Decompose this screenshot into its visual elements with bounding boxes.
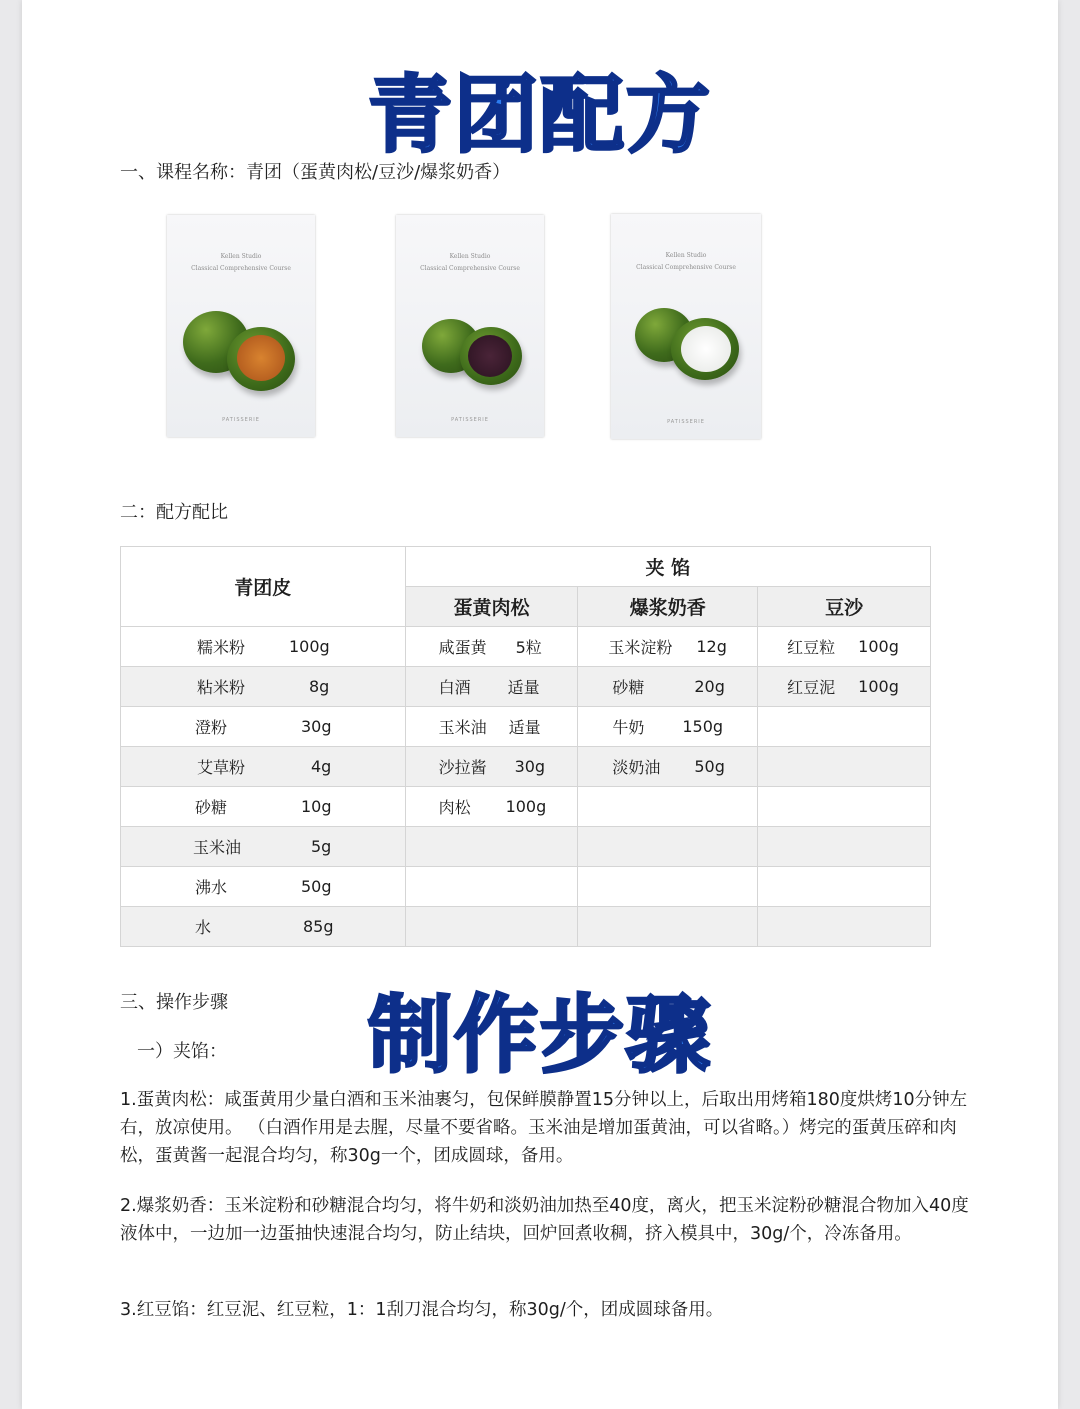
ingredient-name: 玉米油 xyxy=(438,718,487,737)
ingredient-name: 沙拉酱 xyxy=(438,758,487,777)
ingredient-amount: 100g xyxy=(289,637,330,656)
sub-header-red-bean: 豆沙 xyxy=(758,587,931,627)
ingredient-amount: 85g xyxy=(303,917,334,936)
table-row xyxy=(121,867,931,907)
ingredient-name: 水 xyxy=(195,918,212,937)
ingredient-name: 砂糖 xyxy=(612,678,645,697)
step-paragraph-3: 3.红豆馅：红豆泥、红豆粒，1：1刮刀混合均匀，称30g/个，团成圆球备用。 xyxy=(120,1300,724,1320)
ingredient-amount: 50g xyxy=(694,757,725,776)
ingredient-amount: 5粒 xyxy=(515,638,542,657)
ingredient-name: 肉松 xyxy=(438,798,471,817)
ingredient-name: 玉米淀粉 xyxy=(608,638,673,657)
photo-caption-studio: Kellen Studio xyxy=(665,252,707,259)
table-row xyxy=(121,907,931,947)
milk-filling xyxy=(681,326,731,372)
step-paragraph-1: 1.蛋黄肉松：咸蛋黄用少量白酒和玉米油裹匀，包保鲜膜静置15分钟以上，后取出用烤箱180度烘烤10分钟左右，放凉使用。 （白酒作用是去腥，尽量不要省略。玉米油是增加蛋黄油，可以省略。）烤完的蛋黄压碎和肉松，蛋黄酱一起混合均匀，称30g一个，团成圆球，备用。 xyxy=(120,1090,968,1166)
ingredient-amount: 50g xyxy=(301,877,332,896)
product-photo-milk xyxy=(611,214,761,439)
ingredient-amount: 8g xyxy=(309,677,330,696)
photo-caption-course: Classical Comprehensive Course xyxy=(191,265,291,272)
filling-header: 夹 馅 xyxy=(405,547,930,587)
ingredient-name: 淡奶油 xyxy=(612,758,661,777)
ingredient-name: 红豆粒 xyxy=(787,638,836,657)
ingredient-amount: 30g xyxy=(301,717,332,736)
ingredient-name: 砂糖 xyxy=(195,798,228,817)
product-photo-red-bean xyxy=(396,215,544,437)
ingredient-amount: 100g xyxy=(858,637,899,656)
photo-caption-course: Classical Comprehensive Course xyxy=(420,265,520,272)
table-row xyxy=(121,707,931,747)
photo-caption-studio: Kellen Studio xyxy=(449,253,491,260)
ingredient-amount: 12g xyxy=(696,637,727,656)
ratio-heading: 二：配方配比 xyxy=(120,502,228,523)
egg-yolk-filling xyxy=(237,335,285,381)
ingredient-amount: 30g xyxy=(514,757,546,776)
photo-footer: PATISSERIE xyxy=(667,419,705,425)
ingredient-amount: 20g xyxy=(694,677,725,696)
ingredient-amount: 100g xyxy=(858,677,899,696)
product-photo-egg-yolk xyxy=(167,215,315,437)
table-row xyxy=(121,747,931,787)
sub-header-milk: 爆浆奶香 xyxy=(578,587,758,627)
ingredient-name: 糯米粉 xyxy=(197,638,246,657)
skin-header: 青团皮 xyxy=(121,547,406,627)
ingredient-name: 艾草粉 xyxy=(197,758,246,777)
ingredient-name: 澄粉 xyxy=(195,718,228,737)
ingredient-amount: 适量 xyxy=(508,718,541,737)
ingredient-name: 咸蛋黄 xyxy=(438,638,487,657)
ingredient-amount: 4g xyxy=(311,757,332,776)
ingredient-name: 粘米粉 xyxy=(197,678,246,697)
ingredient-name: 牛奶 xyxy=(612,718,645,737)
table-row xyxy=(121,827,931,867)
photo-caption-course: Classical Comprehensive Course xyxy=(636,264,736,271)
table-row xyxy=(121,787,931,827)
steps-title: 制作步骤 xyxy=(367,986,712,1084)
ingredient-amount: 100g xyxy=(505,797,547,816)
ingredient-amount: 5g xyxy=(311,837,332,856)
recipe-table xyxy=(120,546,931,947)
ingredient-amount: 10g xyxy=(301,797,332,816)
photo-footer: PATISSERIE xyxy=(451,417,489,423)
table-row xyxy=(121,627,931,667)
ingredient-amount: 150g xyxy=(682,717,724,736)
step-paragraph-2: 2.爆浆奶香：玉米淀粉和砂糖混合均匀，将牛奶和淡奶油加热至40度，离火，把玉米淀粉砂糖混合物加入40度液体中，一边加一边蛋抽快速混合均匀，防止结块，回炉回煮收稠，挤入模具中，30g/个，冷冻备用。 xyxy=(120,1196,969,1244)
ingredient-name: 沸水 xyxy=(195,878,228,897)
ingredient-name: 玉米油 xyxy=(193,838,242,857)
table-row xyxy=(121,667,931,707)
sub-header-egg-yolk: 蛋黄肉松 xyxy=(405,587,578,627)
filling-subheading: 一）夹馅： xyxy=(137,1041,227,1062)
course-name-heading: 一、课程名称：青团（蛋黄肉松/豆沙/爆浆奶香） xyxy=(120,162,511,183)
photo-footer: PATISSERIE xyxy=(222,417,260,423)
photo-caption-studio: Kellen Studio xyxy=(220,253,262,260)
page-title: 青团配方 xyxy=(367,66,712,164)
ingredient-amount: 适量 xyxy=(507,678,540,697)
ingredient-name: 白酒 xyxy=(438,678,471,697)
steps-heading: 三、操作步骤 xyxy=(120,992,228,1013)
red-bean-filling xyxy=(468,335,512,377)
ingredient-name: 红豆泥 xyxy=(787,678,836,697)
